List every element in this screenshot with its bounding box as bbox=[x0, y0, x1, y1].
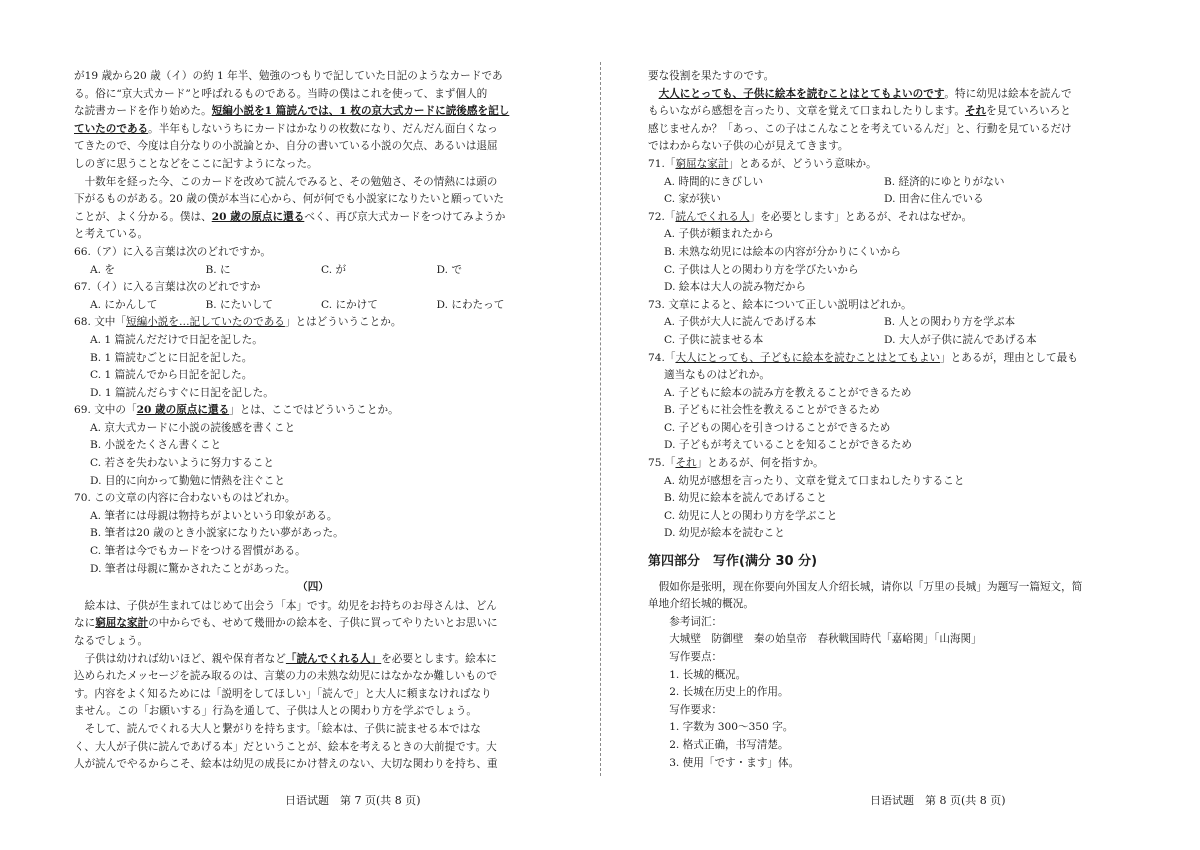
passage-line: 込められたメッセージを読み取るのは、言葉の力の未熟な幼児にはなかなか難しいもので bbox=[74, 670, 498, 683]
passage-line: す。内容をよく知るためには「説明をしてほしい」「読んで」と大人に頼まなければなり bbox=[74, 687, 492, 700]
writing-prompt: 假如你是张明，现在你要向外国友人介绍长城，请你以「万里の長城」为题写一篇短文，简 bbox=[658, 580, 1083, 593]
option: C. 幼児に人との関わり方を学ぶこと bbox=[664, 509, 838, 522]
option: C. 子どもの関心を引きつけることができるため bbox=[664, 421, 891, 434]
option: C. 筆者は今でもカードをつける習慣がある。 bbox=[90, 545, 306, 558]
passage-line: 下がるものがある。20 歳の僕が本当に心から、何が何でも小説家になりたいと願っていた bbox=[74, 193, 505, 206]
page-footer-left: 日语试题 第 7 页(共 8 页) bbox=[285, 794, 421, 807]
option: C. が bbox=[321, 263, 347, 276]
passage-line: ません。この「お願いする」行為を通して、子供は人との関わり方を学ぶでしょう。 bbox=[74, 705, 477, 718]
question-73-options bbox=[648, 314, 1130, 332]
question-71-options bbox=[648, 191, 1130, 209]
option: D. 目的に向かって勤勉に情熱を注ぐこと bbox=[90, 474, 285, 487]
passage-line: なに窮屈な家計の中からでも、せめて幾冊かの絵本を、子供に買ってやりたいとお思いに bbox=[74, 617, 498, 630]
passage-line: 大人にとっても、子供に絵本を読むことはとてもよいのです。特に幼児は絵本を読んで bbox=[658, 87, 1072, 100]
passage-line: もらいながら感想を言ったり、文章を覚えて口まねしたりします。それを見ていろいろと bbox=[648, 105, 1071, 118]
question-71-options bbox=[648, 174, 1130, 192]
points-label: 写作要点： bbox=[669, 651, 723, 663]
question-71-stem: 71.「窮屈な家計」とあるが、どういう意味か。 bbox=[648, 157, 877, 170]
writing-prompt: 单地介绍长城的概况。 bbox=[648, 598, 754, 611]
option: D. 1 篇読んだらすぐに日記を記した。 bbox=[90, 386, 274, 399]
underlined-phrase: それ bbox=[964, 105, 987, 118]
option: D. 大人が子供に読んであげる本 bbox=[884, 333, 1037, 346]
passage-line: 人が読んでやるからこそ、絵本は幼児の成長にかけ替えのない、大切な関わりを持ち、重 bbox=[74, 758, 498, 771]
option: A. 京大式カードに小説の読後感を書くこと bbox=[90, 421, 296, 434]
passage-line: 要な役割を果たすのです。 bbox=[648, 70, 775, 82]
right-column bbox=[648, 68, 1130, 772]
passage-line: な読書カードを作り始めた。短編小説を1 篇読んでは、1 枚の京大式カードに読後感を記し bbox=[74, 105, 510, 118]
question-74-stem-line2: 適当なものはどれか。 bbox=[664, 369, 770, 382]
option: D. 子どもが考えていることを知ることができるため bbox=[664, 439, 912, 452]
option: B. 未熟な幼児には絵本の内容が分かりにくいから bbox=[664, 245, 901, 258]
option: C. 1 篇読んでから日記を記した。 bbox=[90, 369, 253, 382]
option: A. 子どもに絵本の読み方を教えることができるため bbox=[664, 386, 912, 399]
passage-line: が19 歳から20 歳（イ）の約 1 年半、勉強のつもりで記していた日記のようなカードであ bbox=[74, 70, 503, 82]
underlined-phrase: 大人にとっても、子供に絵本を読むことはとてもよいのです bbox=[658, 87, 945, 100]
option: B. 人との関わり方を学ぶ本 bbox=[884, 316, 1016, 329]
option: A. 筆者には母親は物持ちがよいという印象がある。 bbox=[90, 509, 338, 522]
question-70-stem: 70. この文章の内容に合わないものはどれか。 bbox=[74, 492, 296, 505]
question-72-stem: 72.「読んでくれる人」を必要とします」とあるが、それはなぜか。 bbox=[648, 210, 973, 223]
option: D. にわたって bbox=[436, 298, 505, 311]
passage-line: そして、読んでくれる大人と繋がりを持ちます。「絵本は、子供に読ませる本ではな bbox=[84, 722, 481, 735]
option: B. 筆者は20 歳のとき小説家になりたい夢があった。 bbox=[90, 527, 344, 540]
question-73-options bbox=[648, 332, 1130, 350]
option: C. 子供は人との関わり方を学びたいから bbox=[664, 263, 859, 276]
option: A. 子供が大人に読んであげる本 bbox=[664, 316, 817, 329]
option: B. 幼児に絵本を読んであげること bbox=[664, 492, 827, 505]
writing-point: 2. 长城在历史上的作用。 bbox=[669, 686, 789, 699]
underlined-phrase: 20 歳の原点に還る bbox=[211, 210, 305, 223]
passage-line: 十数年を経った今、このカードを改めて読んでみると、その勉勉さ、その情熱には頭の bbox=[84, 175, 498, 188]
option: D. 筆者は母親に驚かされたことがあった。 bbox=[90, 562, 296, 575]
writing-requirement: 1. 字数为 300～350 字。 bbox=[669, 721, 794, 734]
option: C. にかけて bbox=[321, 298, 378, 311]
question-75-stem: 75.「それ」とあるが、何を指すか。 bbox=[648, 457, 824, 470]
left-column bbox=[74, 68, 552, 774]
column-divider bbox=[600, 62, 601, 776]
passage-line: ではわからない子供の心が見えてきます。 bbox=[648, 140, 849, 153]
passage-line: と考えている。 bbox=[74, 228, 149, 241]
question-66-stem: 66.（ア）に入る言葉は次のどれですか。 bbox=[74, 245, 271, 258]
writing-requirement: 2. 格式正确，书写清楚。 bbox=[669, 738, 789, 751]
question-68-stem: 68. 文中「短編小説を…記していたのである」とはどういうことか。 bbox=[74, 316, 402, 329]
underlined-phrase: 短編小説を1 篇読んでは、1 枚の京大式カードに読後感を記し bbox=[211, 105, 510, 118]
passage-line: く、大人が子供に読んであげる本」だということが、絵本を考えるときの大前提です。大 bbox=[74, 740, 497, 753]
underlined-phrase: ていたのである bbox=[74, 122, 149, 135]
underlined-phrase: 窮屈な家計 bbox=[95, 617, 149, 630]
underlined-phrase: 「読んでくれる人」 bbox=[285, 652, 382, 665]
option: A. を bbox=[90, 263, 115, 276]
passage-line: 絵本は、子供が生まれてはじめて出会う「本」です。幼児をお持ちのお母さんは、どん bbox=[84, 599, 497, 612]
option: A. 子供が頼まれたから bbox=[664, 228, 774, 241]
passage-line: 感じませんか？「あっ、この子はこんなことを考えているんだ」と、行動を見ているだけ bbox=[648, 122, 1072, 135]
option: C. 家が狭い bbox=[664, 193, 721, 206]
writing-requirement: 3. 使用「です・ます」体。 bbox=[669, 756, 800, 769]
passage-line: ことが、よく分かる。僕は、20 歳の原点に還るべく、再び京大式カードをつけてみようか bbox=[74, 210, 506, 223]
passage-line: なるでしょう。 bbox=[74, 635, 149, 647]
option: D. 幼児が絵本を読むこと bbox=[664, 527, 785, 540]
option: B. 経済的にゆとりがない bbox=[884, 175, 1005, 188]
requirements-label: 写作要求： bbox=[669, 703, 723, 716]
question-66-options bbox=[74, 262, 552, 280]
option: A. 1 篇読んだだけで日記を記した。 bbox=[90, 333, 263, 346]
passage-line: ていたのである。半年もしないうちにカードはかなりの枚数になり、だんだん面白くなっ bbox=[74, 122, 498, 135]
option: C. 子供に読ませる本 bbox=[664, 333, 764, 346]
passage-line: 子供は幼ければ幼いほど、親や保育者など「読んでくれる人」を必要とします。絵本に bbox=[84, 652, 497, 665]
option: A. 幼児が感想を言ったり、文章を覚えて口まねしたりすること bbox=[664, 474, 965, 487]
question-67-stem: 67.（イ）に入る言葉は次のどれですか bbox=[74, 281, 261, 294]
option: B. にたいして bbox=[205, 298, 273, 311]
option: B. 子どもに社会性を教えることができるため bbox=[664, 404, 880, 417]
passage-line: てきたので、今度は自分なりの小説論とか、自分の書いている小説の欠点、あるいは退屈 bbox=[74, 140, 498, 153]
passage-line: る。俗に“京大式カード”と呼ばれるものである。当時の僕はこれを使って、まず個人的 bbox=[74, 87, 488, 100]
option: A. にかんして bbox=[90, 298, 158, 311]
part4-heading: 第四部分 写作(满分 30 分) bbox=[648, 554, 818, 570]
passage-line: しのぎに思うことなどをここに記すようになった。 bbox=[74, 157, 318, 170]
option: D. 絵本は大人の読み物だから bbox=[664, 281, 806, 294]
option: D. 田舎に住んでいる bbox=[884, 193, 984, 206]
vocab-list: 大城壁 防御壁 秦の始皇帝 春秋戦国時代「嘉峪関」「山海関」 bbox=[669, 633, 982, 646]
question-67-options bbox=[74, 297, 552, 315]
question-73-stem: 73. 文章によると、絵本について正しい説明はどれか。 bbox=[648, 298, 912, 311]
section-heading: （四） bbox=[297, 581, 329, 594]
option: C. 若さを失わないように努力すること bbox=[90, 457, 274, 470]
option: B. 小説をたくさん書くこと bbox=[90, 439, 222, 452]
vocab-label: 参考词汇： bbox=[669, 615, 723, 628]
writing-point: 1. 长城的概况。 bbox=[669, 668, 747, 681]
option: A. 時間的にきびしい bbox=[664, 175, 764, 188]
question-69-stem: 69. 文中の「20 歳の原点に還る」とは、ここではどういうことか。 bbox=[74, 404, 399, 417]
option: B. に bbox=[205, 263, 231, 276]
page-footer-right: 日语试题 第 8 页(共 8 页) bbox=[870, 794, 1006, 807]
option: B. 1 篇読むごとに日記を記した。 bbox=[90, 351, 253, 364]
question-74-stem: 74.「大人にとっても、子どもに絵本を読むことはとてもよい」とあるが，理由として最も bbox=[648, 351, 1078, 364]
option: D. で bbox=[436, 263, 462, 276]
